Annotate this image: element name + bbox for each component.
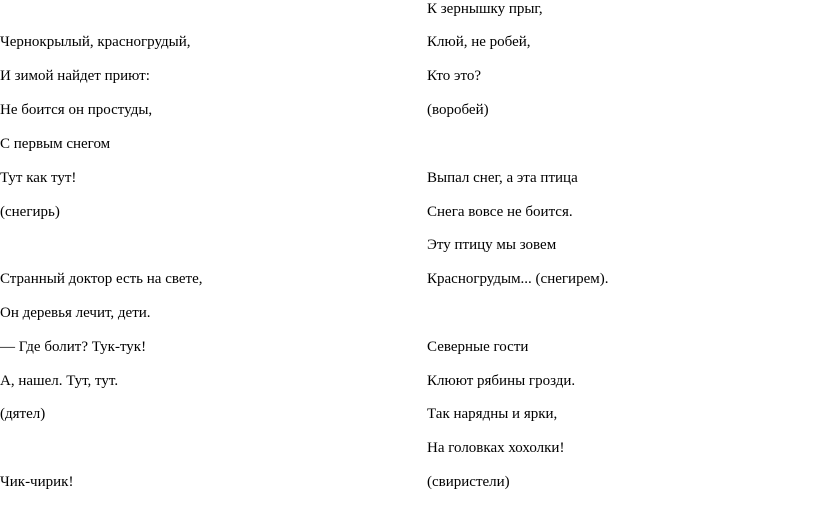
- riddle-line: Эту птицу мы зовем: [427, 237, 557, 253]
- riddle-line: С первым снегом: [0, 136, 111, 152]
- riddle-line: На головках хохолки!: [427, 440, 565, 456]
- riddle-line: Клюют рябины грозди.: [427, 373, 576, 389]
- riddle-line: Кто это?: [427, 68, 481, 84]
- riddle-line: — Где болит? Тук-тук!: [0, 339, 147, 355]
- riddle-line: Он деревья лечит, дети.: [0, 305, 151, 321]
- riddle-line: Странный доктор есть на свете,: [0, 271, 203, 287]
- riddle-answer: (дятел): [0, 406, 46, 422]
- riddle-line: Красногрудым... (снегирем).: [427, 271, 609, 287]
- riddle-line: Чернокрылый, красногрудый,: [0, 34, 191, 50]
- riddle-line: Клюй, не робей,: [427, 34, 531, 50]
- riddle-answer: (воробей): [427, 102, 489, 118]
- riddle-line: К зернышку прыг,: [427, 1, 543, 17]
- riddle-line: А, нашел. Тут, тут.: [0, 373, 119, 389]
- riddle-line: Так нарядны и ярки,: [427, 406, 558, 422]
- riddle-line: Тут как тут!: [0, 170, 77, 186]
- riddle-line: Снега вовсе не боится.: [427, 204, 573, 220]
- riddle-line: И зимой найдет приют:: [0, 68, 150, 84]
- riddle-line: Чик-чирик!: [0, 474, 74, 490]
- riddle-line: Выпал снег, а эта птица: [427, 170, 578, 186]
- riddle-line: Северные гости: [427, 339, 529, 355]
- riddle-answer: (свиристели): [427, 474, 510, 490]
- riddle-line: Не боится он простуды,: [0, 102, 153, 118]
- riddle-answer: (снегирь): [0, 204, 60, 220]
